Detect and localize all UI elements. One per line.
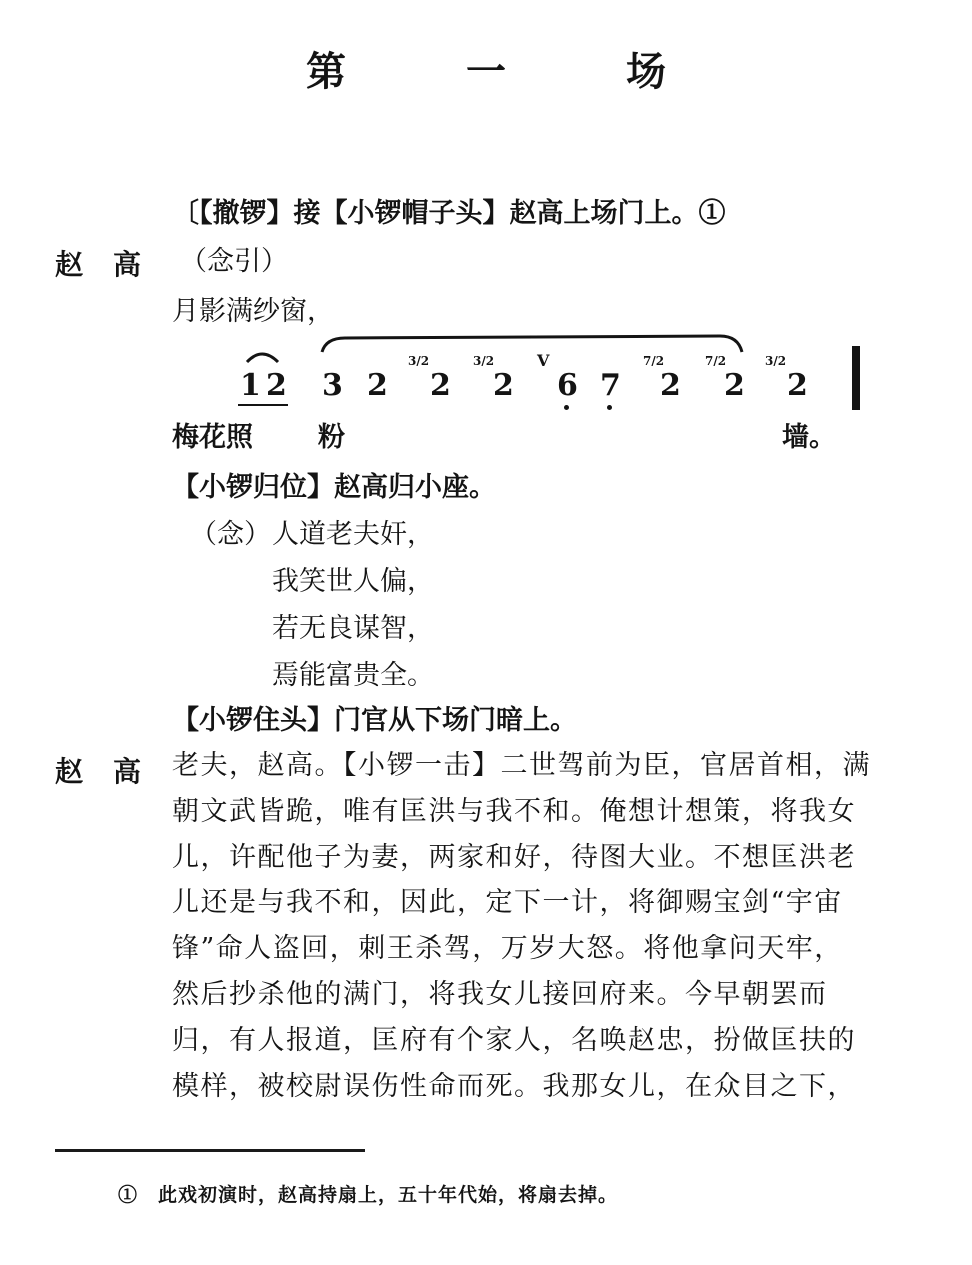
monologue-line: 朝文武皆跪，唯有匡洪与我不和。俺想计想策，将我女	[172, 795, 856, 827]
speaker-zhao-gao: 赵高	[55, 248, 172, 281]
grace-note: 7/2	[705, 354, 727, 368]
note-underline	[238, 404, 288, 406]
stage-direction-seat: 【小锣归位】赵高归小座。	[172, 472, 496, 503]
note: 2	[660, 368, 681, 403]
monologue-line: 儿还是与我不和，因此，定下一计，将御赐宝剑“宇宙	[172, 887, 843, 919]
lyric-right: 墙。	[782, 422, 836, 453]
note: 2	[493, 368, 514, 403]
monologue-line: 锋”命人盗回，刺王杀驾，万岁大怒。将他拿问天牢，	[172, 933, 843, 965]
breath-mark: V	[537, 351, 550, 370]
monologue-line: 模样，被校尉误伤性命而死。我那女儿，在众目之下，	[172, 1070, 856, 1102]
note: 2	[430, 368, 451, 403]
note: 2	[367, 368, 388, 403]
note: 2	[724, 368, 745, 403]
grace-note: 3/2	[765, 354, 787, 368]
low-octave-dot	[564, 405, 569, 410]
monologue-line: 儿，许配他子为妻，两家和好，待图大业。不想匡洪老	[172, 841, 856, 873]
lyric-left: 梅花照	[172, 422, 253, 453]
low-octave-dot	[607, 405, 612, 410]
note-low-6: 6	[557, 368, 578, 403]
monologue-line: 然后抄杀他的满门，将我女儿接回府来。今早朝罢而	[172, 978, 828, 1010]
monologue	[172, 743, 932, 1109]
recitation-mark: （念引）	[180, 246, 288, 277]
music-notation	[0, 0, 972, 460]
footnote: ① 此戏初演时，赵高持扇上，五十年代始，将扇去掉。	[118, 1184, 619, 1206]
end-barline	[852, 346, 860, 410]
slur-marks	[0, 0, 972, 460]
note-low-7: 7	[600, 368, 621, 403]
grace-note: 3/2	[408, 354, 430, 368]
poem-line: 我笑世人偏，	[272, 566, 434, 597]
note: 3	[322, 368, 343, 403]
poem-mark: （念）	[190, 519, 271, 550]
speaker-zhao-gao: 赵高	[55, 755, 172, 788]
note: 1	[240, 368, 261, 403]
scene-title: 第 一 场	[306, 48, 706, 95]
grace-note: 3/2	[473, 354, 495, 368]
verse-line-1: 月影满纱窗，	[172, 296, 334, 327]
stage-direction-entrance: 〔【撤锣】接【小锣帽子头】赵高上场门上。①	[172, 198, 726, 229]
poem-line: 人道老夫奸，	[272, 519, 434, 550]
note: 2	[266, 368, 287, 403]
monologue-line: 归，有人报道，匡府有个家人，名唤赵忠，扮做匡扶的	[172, 1024, 856, 1056]
note: 2	[787, 368, 808, 403]
grace-note: 7/2	[643, 354, 665, 368]
poem-line: 焉能富贵全。	[272, 660, 434, 691]
stage-direction-gatekeeper: 【小锣住头】门官从下场门暗上。	[172, 705, 577, 736]
lyric-mid: 粉	[318, 422, 345, 453]
poem-line: 若无良谋智，	[272, 613, 434, 644]
footnote-divider	[55, 1149, 365, 1152]
monologue-line: 老夫，赵高。【小锣一击】二世驾前为臣，官居首相，满	[172, 750, 871, 781]
